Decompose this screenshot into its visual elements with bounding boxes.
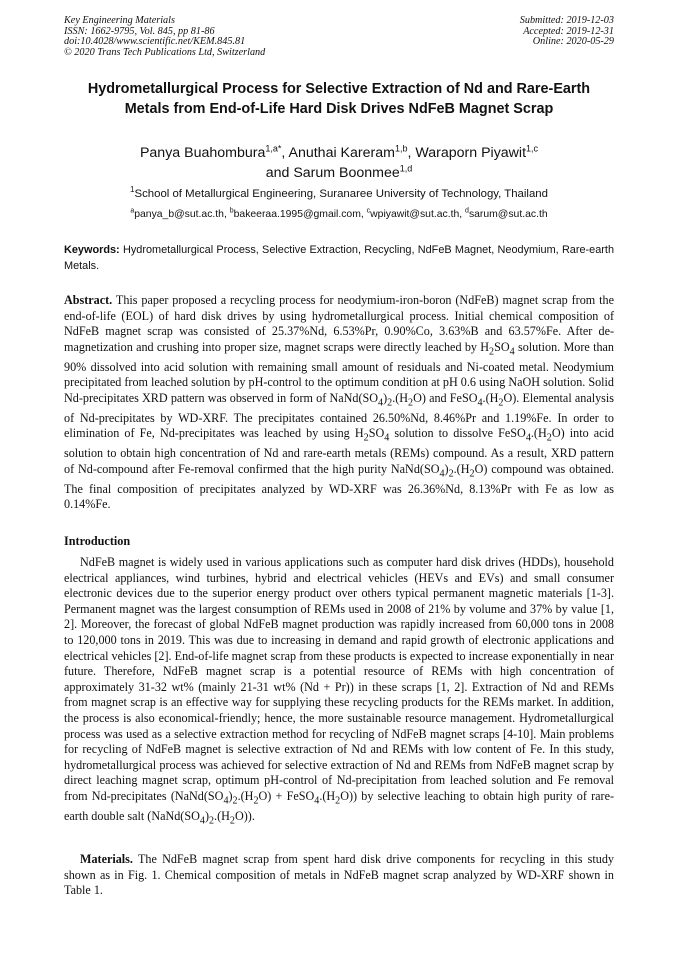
abstract-text: O) into acid solution to obtain high concentration of Nd and rare-earth metals (REMs) compound. As a result, XRD pattern of Nd-compound after Fe-removal confirmed that the high purity NaNd(SO [64,426,614,476]
subscript: 4 [384,432,390,444]
author-sup: 1,d [399,162,413,173]
subscript: 2 [208,815,215,827]
email-list: $^a$panya_b@sut.ac.th, $^b$bakeeraa.1995@gmail.com, $^c$wpiyawit@sut.ac.th, $^d$sarum@sut.ac.th [130,207,548,220]
intro-text: ) [228,788,233,803]
author-name: Panya Buahombura [139,145,266,161]
intro-text: .(H [214,808,230,823]
intro-text: O)) by selective leaching to obtain high purity of rare-earth double salt (NaNd(SO [64,788,614,823]
subscript: 2 [387,397,393,409]
affiliation-text: School of Metallurgical Engineering, Suranaree University of Technology, Thailand [134,188,548,200]
affiliation [64,187,614,201]
abstract-text: .(H [453,461,470,476]
subscript: 2 [335,795,341,807]
abstract-text: ) [383,390,388,405]
email-link[interactable]: panya_b@sut.ac.th [134,209,224,220]
abstract-text: .(H [392,390,409,405]
subscript: 2 [546,432,552,444]
email-sup: a [130,207,135,215]
abstract-text: solution. More than 90% dissolved into acid solution with remaining small amount of residuals and Ni-coated metal. Neodymium precipitated from leached solution by pH-control to the optimum condition at pH 0.6 using NaOH solution. Solid Nd-precipitates XRD pattern was observed in form of NaNd(SO [64,339,614,405]
abstract-label: Abstract. [64,293,113,307]
email-sup: b [229,207,234,215]
abstract-text: SO [494,339,510,354]
author-name: Sarum Boonmee [293,164,400,181]
email-link[interactable]: sarum@sut.ac.th [468,209,548,220]
subscript: 2 [363,432,369,444]
abstract-text: solution to dissolve FeSO [389,426,526,441]
abstract-text: SO [368,426,385,441]
subscript: 4 [378,397,384,409]
online-date: Online: 2020-05-29 [532,36,614,48]
subscript: 2 [469,468,475,480]
email-sup: d [465,207,469,215]
author-name: Anuthai Kareram [288,145,395,161]
subscript: 2 [253,795,259,807]
subscript: 4 [525,432,531,444]
journal-info [64,16,265,58]
journal-name: Key Engineering Materials [64,15,175,26]
issn-line: ISSN: 1662-9795, Vol. 845, pp 81-86 [64,25,215,37]
subscript: 2 [232,795,238,807]
copyright-line: © 2020 Trans Tech Publications Ltd, Switzerland [64,46,266,58]
introduction-paragraph [64,555,614,829]
subscript: 4 [439,468,445,480]
author-list: Panya Buahombura$^{1,a*}$, Anuthai Kareram$^{1,b}$, Waraporn Piyawit$^{1,c}$ and Sarum Boonmee$^{1,d}$ [139,143,539,181]
materials-label: Materials. [80,852,133,866]
affiliation-sup: 1 [130,185,135,195]
section-heading-introduction: Introduction [64,534,131,548]
materials-text: The NdFeB magnet scrap from spent hard disk drive components for recycling in this study shown as in Fig. 1. Chemical composition of metals in NdFeB magnet scrap analyzed by WD-XRF shown in Table 1. [64,852,614,898]
author-and: and [265,164,290,181]
author-name: Waraporn Piyawit [415,145,527,161]
email-link[interactable]: bakeeraa.1995@gmail.com [233,209,361,220]
abstract-text: O) compound was obtained. The final composition of precipitates analyzed by WD-XRF was 26.36%Nd, 8.13%Pr with Fe as low as 0.14%Fe. [64,461,614,512]
author-sup: 1,a* [265,143,282,154]
intro-text: O) + FeSO [258,788,315,803]
subscript: 4 [509,346,515,358]
author-sup: 1,b [394,143,408,154]
subscript: 2 [448,468,454,480]
submitted-date: Submitted: 2019-12-03 [519,15,614,26]
doi-line[interactable]: doi:10.4028/www.scientific.net/KEM.845.81 [64,36,246,48]
abstract-text: .(H [530,426,547,441]
author-sup: 1,c [526,143,539,154]
email-sup: c [366,207,371,215]
accepted-date: Accepted: 2019-12-31 [523,25,614,37]
dates-info [520,16,614,48]
abstract-text: O). Elemental analysis of Nd-precipitates by WD-XRF. The precipitates contained 26.50%Nd, 8.46%Pr and 1.19%Fe. In order to elimination of Fe, Nd-precipitates was leached by using H [64,390,614,441]
subscript: 2 [229,815,235,827]
email-link[interactable]: wpiyawit@sut.ac.th [370,209,460,220]
subscript: 4 [477,397,483,409]
abstract [64,293,614,513]
subscript: 2 [489,346,495,358]
subscript: 2 [498,397,504,409]
subscript: 4 [199,815,205,827]
keywords-label: Keywords: [64,244,120,256]
abstract-text: .(H [482,390,499,405]
abstract-text: O) and FeSO [413,390,478,405]
subscript: 4 [314,795,320,807]
intro-text: O)). [234,808,255,823]
subscript: 2 [408,397,414,409]
materials-paragraph [64,852,614,899]
abstract-text: ) [444,461,449,476]
intro-text: NdFeB magnet is widely used in various applications such as computer hard disk drives (HDDs), household electrical appliances, wind turbines, hybrid and electrical vehicles (HEVs and EVs) and small consumer electronic devices due to the superior energy product over others typical permanent magnetic materials [1-3]. Permanent magnet was the largest consumption of REMs used in 2008 of 21% by volume and 37% by value [1, 2]. Moreover, the forecast of global NdFeB magnet production was rapidly increased from 60,000 tons in 2008 to 120,000 tons in 2019. This was due to increasing in demand and rapid growth of electronic applications and electrical vehicles [2]. End-of-life magnet scrap from these products is expected to increase exponentially in near future. Therefore, NdFeB magnet scrap is a potential resource of REMs with high concentration of approximately 31-32 wt% (mainly 21-31 wt% (Nd + Pr)) in these scraps [1, 2]. Extraction of Nd and REMs from magnet scrap is an effective way for supplying these recycling products for the REMs market. In addition, the process is also economical-friendly; hence, the more sustainable resource management. Hydrometallurgical process was used as a selective extraction method for recycling of NdFeB magnet scraps [4-10]. Main problems for recycling of NdFeB magnet is selective extraction of Nd and REMs with low content of Fe. In this study, hydrometallurgical process was achieved for selective extraction of Nd and REMs from NdFeB magnet scrap by direct leaching magnet scrap, optimum pH-control of Nd-precipitation from leached solution and Fe removal from Nd-precipitates (NaNd(SO [64,555,614,803]
keywords [64,243,614,274]
keywords-text: Hydrometallurgical Process, Selective Extraction, Recycling, NdFeB Magnet, Neodymium, Rare-earth Metals. [64,244,614,272]
subscript: 4 [223,795,229,807]
intro-text: .(H [319,788,336,803]
intro-text: .(H [237,788,254,803]
abstract-text: This paper proposed a recycling process for neodymium-iron-boron (NdFeB) magnet scrap from the end-of-life (EOL) of hard disk drives by using hydrometallurgical process. Initial chemical composition of NdFeB magnet scrap was consisted of 25.37%Nd, 6.53%Pr, 0.90%Co, 3.63%B and 63.57%Fe. After de-magnetization and crushing into proper size, magnet scraps were directly leached by H [64,293,614,354]
intro-text: ) [204,808,209,823]
paper-title: Hydrometallurgical Process for Selective Extraction of Nd and Rare-Earth Metals from End-of-Life Hard Disk Drives NdFeB Magnet Scrap [87,81,591,117]
